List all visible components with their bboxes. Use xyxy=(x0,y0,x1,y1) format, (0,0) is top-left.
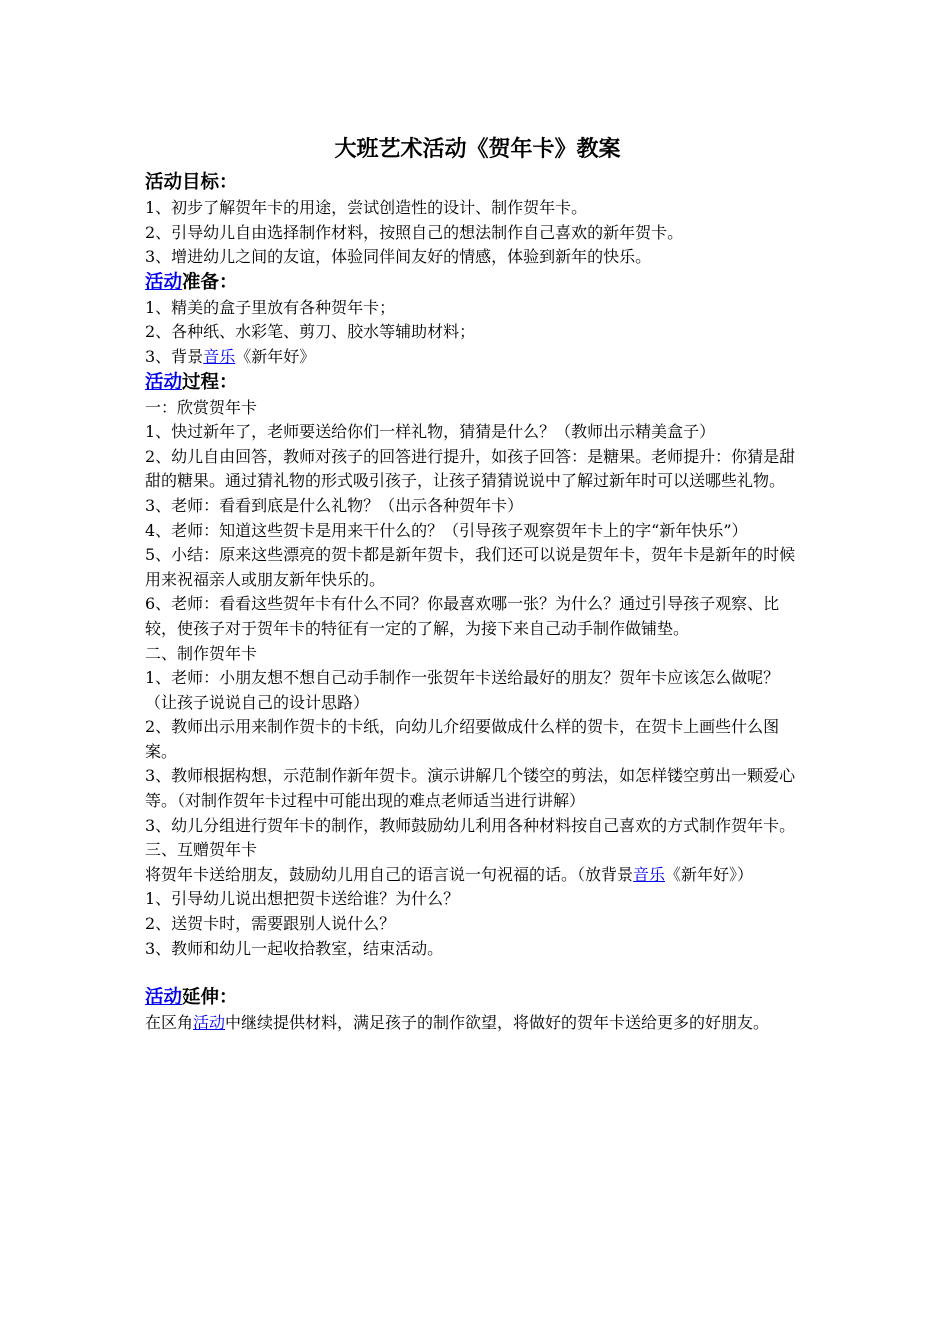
goal-item: 1、初步了解贺年卡的用途，尝试创造性的设计、制作贺年卡。 xyxy=(145,198,588,217)
part3-intro xyxy=(145,863,810,888)
process-heading xyxy=(145,370,810,396)
part2-item: 3、教师根据构想，示范制作新年贺卡。演示讲解几个镂空的剪法，如怎样镂空剪出一颗爱心等。（对制作贺年卡过程中可能出现的难点老师适当进行讲解） xyxy=(145,766,796,811)
extension-text xyxy=(145,1011,810,1036)
document-page xyxy=(145,132,810,1036)
goal-item: 2、引导幼儿自由选择制作材料，按照自己的想法制作自己喜欢的新年贺卡。 xyxy=(145,222,684,242)
part2-item: 2、教师出示用来制作贺卡的卡纸，向幼儿介绍要做成什么样的贺卡，在贺卡上画些什么图案。 xyxy=(145,717,780,761)
part3-item: 2、送贺卡时，需要跟别人说什么？ xyxy=(145,914,396,934)
part1-item: 5、小结：原来这些漂亮的贺卡都是新年贺卡，我们还可以说是贺年卡，贺年卡是新年的时候用来祝福亲人或朋友新年快乐的。 xyxy=(145,545,796,589)
part1-item: 1、快过新年了，老师要送给你们一样礼物，猜猜是什么？（教师出示精美盒子） xyxy=(145,422,716,442)
part3-item: 1、引导幼儿说出想把贺卡送给谁？为什么？ xyxy=(145,889,460,909)
process-heading-link[interactable]: 活动 xyxy=(145,371,183,393)
part3-intro-text: 《新年好》） xyxy=(665,864,754,884)
part1-item: 2、幼儿自由回答，教师对孩子的回答进行提升，如孩子回答：是糖果。老师提升：你猜是甜甜的糖果。通过猜礼物的形式吸引孩子，让孩子猜猜说说中了解过新年时可以送哪些礼物。 xyxy=(145,446,796,491)
extension-text-part: 在区角 xyxy=(145,1013,194,1033)
music-link[interactable]: 音乐 xyxy=(633,864,666,884)
prep-heading-link[interactable]: 活动 xyxy=(145,271,183,293)
part1-item: 6、老师：看看这些贺年卡有什么不同？你最喜欢哪一张？为什么？通过引导孩子观察、比较，使孩子对于贺年卡的特征有一定的了解，为接下来自己动手制作做铺垫。 xyxy=(145,594,780,638)
document-title: 大班艺术活动《贺年卡》教案 xyxy=(334,136,621,162)
prep-item: 2、各种纸、水彩笔、剪刀、胶水等辅助材料； xyxy=(145,322,476,342)
extension-heading-text: 延伸： xyxy=(182,987,238,1009)
part2-title: 二、制作贺年卡 xyxy=(145,643,258,663)
extension-heading xyxy=(145,985,810,1011)
goals-heading: 活动目标： xyxy=(145,172,238,193)
prep-heading-text: 准备： xyxy=(182,271,238,293)
part3-intro-text: 将贺年卡送给朋友，鼓励幼儿用自己的语言说一句祝福的话。（放背景 xyxy=(145,864,634,884)
prep-item: 1、精美的盒子里放有各种贺年卡； xyxy=(145,297,396,317)
prep-item-text: 3、背景 xyxy=(145,346,204,366)
part2-item: 3、幼儿分组进行贺年卡的制作，教师鼓励幼儿利用各种材料按自己喜欢的方式制作贺年卡。 xyxy=(145,815,796,835)
prep-item-text: 《新年好》 xyxy=(235,346,316,366)
activity-link[interactable]: 活动 xyxy=(193,1013,226,1033)
extension-heading-link[interactable]: 活动 xyxy=(145,987,183,1009)
part3-title: 三、互赠贺年卡 xyxy=(145,840,258,860)
music-link[interactable]: 音乐 xyxy=(203,346,236,366)
extension-text-part: 中继续提供材料，满足孩子的制作欲望，将做好的贺年卡送给更多的好朋友。 xyxy=(225,1013,770,1033)
prep-heading xyxy=(145,270,810,296)
goal-item: 3、增进幼儿之间的友谊，体验同伴间友好的情感，体验到新年的快乐。 xyxy=(145,247,652,267)
part3-item: 3、教师和幼儿一起收拾教室，结束活动。 xyxy=(145,938,444,958)
part1-title: 一：欣赏贺年卡 xyxy=(145,397,258,417)
part1-item: 3、老师：看看到底是什么礼物？（出示各种贺年卡） xyxy=(145,495,524,515)
part2-item: 1、老师：小朋友想不想自己动手制作一张贺年卡送给最好的朋友？贺年卡应该怎么做呢？（让孩子说说自己的设计思路） xyxy=(145,668,780,712)
prep-item xyxy=(145,345,810,370)
part1-item: 4、老师：知道这些贺卡是用来干什么的？（引导孩子观察贺年卡上的字“新年快乐”） xyxy=(145,520,748,540)
process-heading-text: 过程： xyxy=(182,371,238,393)
blank-line xyxy=(145,961,810,985)
